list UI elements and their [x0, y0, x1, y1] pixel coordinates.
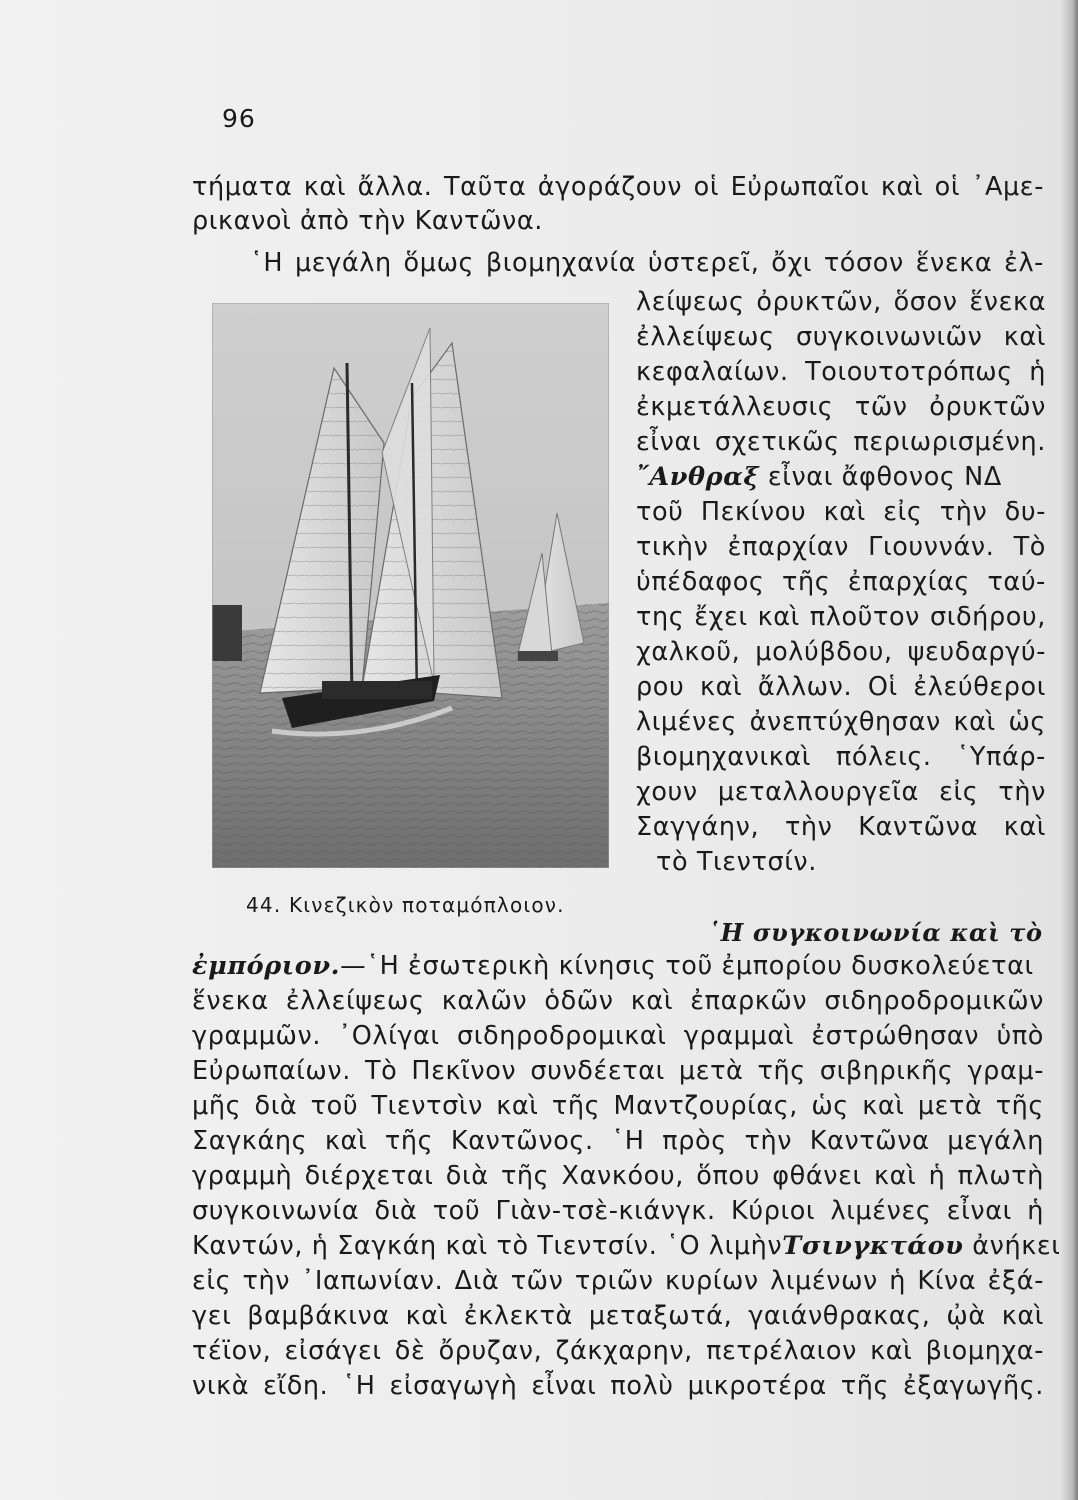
text-line: μῆς διὰ τοῦ Τιεντσὶν καὶ τῆς Μαντζουρίας, ὡς καὶ μετὰ τῆς	[192, 1091, 1044, 1121]
text-line: τοῦ Πεκίνου καὶ εἰς τὴν δυ-	[636, 497, 1046, 527]
text-line: Εὐρωπαίων. Τὸ Πεκῖνον συνδέεται μετὰ τῆς σιβηρικῆς γραμ-	[192, 1056, 1044, 1086]
text-line: λιμένες ἀνεπτύχθησαν καὶ ὡς	[636, 707, 1046, 737]
text-line: ἐκμετάλλευσις τῶν ὀρυκτῶν	[636, 392, 1046, 422]
section-heading: ῾Η συγκοινωνία καὶ τὸ	[708, 918, 1043, 947]
text-line: γραμμὴ διέρχεται διὰ τῆς Χανκόου, ὅπου φθάνει καὶ ἡ πλωτὴ	[192, 1161, 1044, 1191]
text-line: λείψεως ὀρυκτῶν, ὅσον ἕνεκα	[636, 287, 1046, 317]
text-line: ἐμπόριον.—῾Η ἐσωτερικὴ κίνησις τοῦ ἐμπορίου δυσκολεύεται	[192, 951, 1034, 981]
text-line: γει βαμβάκινα καὶ ἐκλεκτὰ μεταξωτά, γαιάνθρακας, ᾠὰ καὶ	[192, 1301, 1044, 1331]
text-line: ὑπέδαφος τῆς ἐπαρχίας ταύ-	[636, 567, 1046, 597]
section-heading-end: ἐμπόριον.	[192, 951, 341, 981]
figure-caption: 44. Κινεζικὸν ποταμόπλοιον.	[246, 893, 565, 917]
text-line: της ἔχει καὶ πλοῦτον σιδήρου,	[636, 602, 1046, 632]
text-line: χαλκοῦ, μολύβδου, ψευδαργύ-	[636, 637, 1046, 667]
text-line: ἐλλείψεως συγκοινωνιῶν καὶ	[636, 322, 1046, 352]
text-line: εἶναι σχετικῶς περιωρισμένη.	[636, 427, 1046, 457]
text-line: συγκοινωνία διὰ τοῦ Γιὰν-τσὲ-κιάνγκ. Κύριοι λιμένες εἶναι ἡ	[192, 1196, 1044, 1226]
text-line: ρικανοὶ ἀπὸ τὴν Καντῶνα.	[192, 206, 544, 236]
text-line: κεφαλαίων. Τοιουτοτρόπως ἡ	[636, 357, 1046, 387]
text-line: χουν μεταλλουργεῖα εἰς τὴν	[636, 777, 1046, 807]
text-line: γραμμῶν. ᾿Ολίγαι σιδηροδρομικαὶ γραμμαὶ ἐστρώθησαν ὑπὸ	[192, 1021, 1044, 1051]
text-line: βιομηχανικαὶ πόλεις. ῾Υπάρ-	[636, 742, 1046, 772]
text-line: τικὴν ἐπαρχίαν Γιουννάν. Τὸ	[636, 532, 1046, 562]
text-line: ἕνεκα ἐλλείψεως καλῶν ὁδῶν καὶ ἐπαρκῶν σιδηροδρομικῶν	[192, 986, 1044, 1016]
text-line: τήματα καὶ ἄλλα. Ταῦτα ἀγοράζουν οἱ Εὐρωπαῖοι καὶ οἱ ᾿Αμε-	[192, 172, 1044, 202]
anthrax-term: ῎Ανθραξ	[636, 462, 760, 492]
text-line: Σαγκάης καὶ τῆς Καντῶνος. ῾Η πρὸς τὴν Καντῶνα μεγάλη	[192, 1126, 1044, 1156]
text-line: εἰς τὴν ᾿Ιαπωνίαν. Διὰ τῶν τριῶν κυρίων λιμένων ἡ Κίνα ἐξά-	[192, 1266, 1044, 1296]
text-line: νικὰ εἴδη. ῾Η εἰσαγωγὴ εἶναι πολὺ μικροτέρα τῆς ἐξαγωγῆς.	[192, 1371, 1044, 1401]
text-line: τὸ Τιεντσίν.	[656, 847, 817, 877]
text-line: ρου καὶ ἄλλων. Οἱ ἐλεύθεροι	[636, 672, 1046, 702]
text-line: ῾Η μεγάλη ὅμως βιομηχανία ὑστερεῖ, ὄχι τόσον ἕνεκα ἐλ-	[250, 248, 1044, 278]
text-line: Σαγγάην, τὴν Καντῶνα καὶ	[636, 812, 1046, 842]
text-line: Καντών, ἡ Σαγκάη καὶ τὸ Τιεντσίν. ῾Ο λιμὴν Τσινγκτάου ἀνήκει	[192, 1231, 1061, 1261]
river-boat-photo	[212, 303, 609, 868]
page-edge-shadow	[1060, 0, 1078, 1500]
tsingtao-term: Τσινγκτάου	[782, 1231, 964, 1261]
page-number: 96	[222, 104, 256, 133]
text-line: ῎Ανθραξ εἶναι ἄφθονος ΝΔ	[636, 462, 1002, 492]
text-line: τέϊον, εἰσάγει δὲ ὄρυζαν, ζάκχαρην, πετρέλαιον καὶ βιομηχα-	[192, 1336, 1044, 1366]
